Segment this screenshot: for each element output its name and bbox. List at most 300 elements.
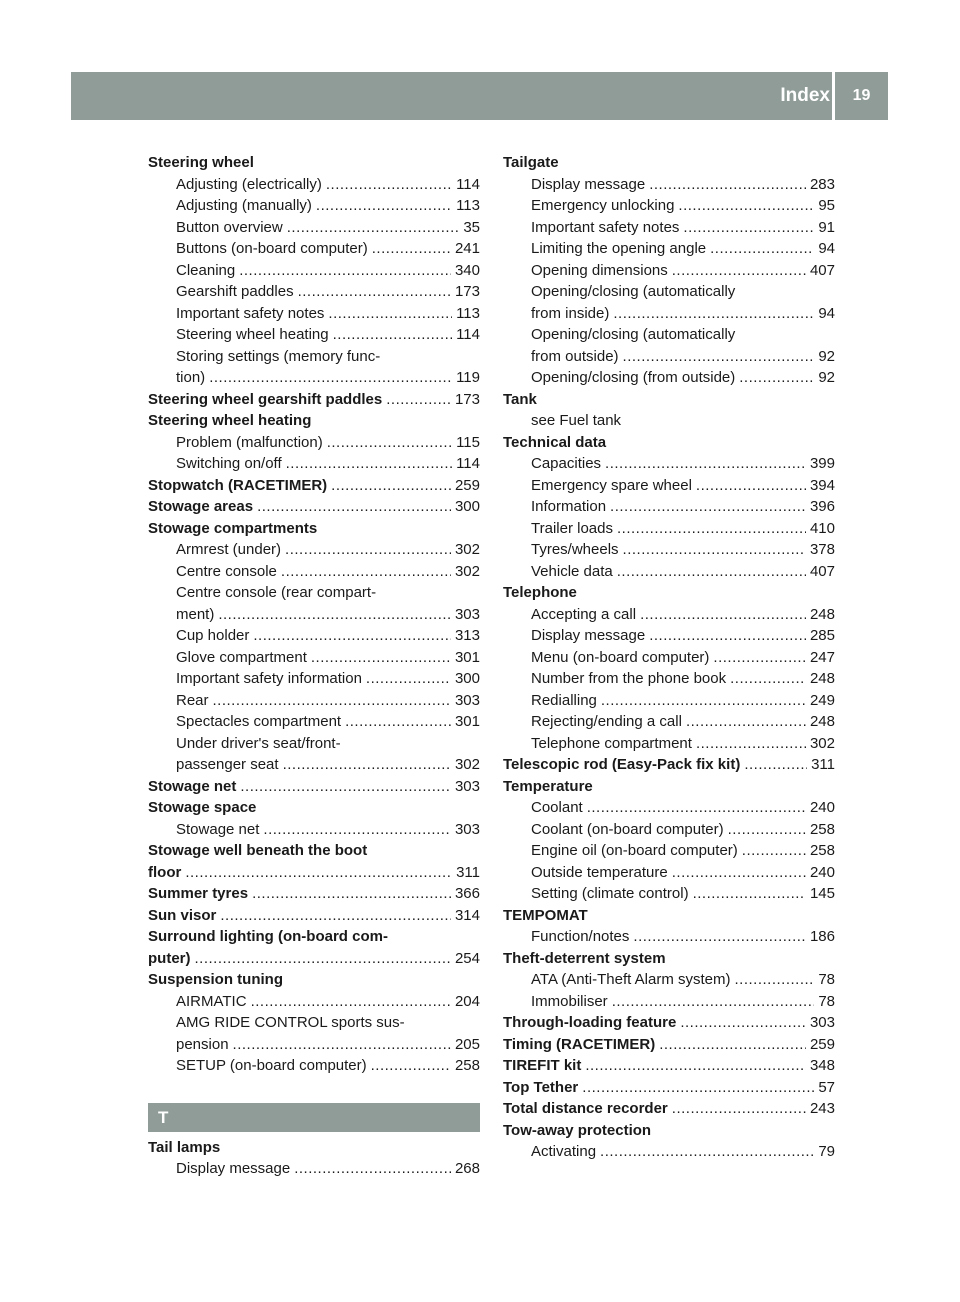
page-reference[interactable]: 366 — [454, 885, 480, 902]
entry-text: Opening/closing (automatically — [531, 283, 736, 300]
entry-text: Tow-away protection — [503, 1121, 652, 1139]
dot-leader — [633, 926, 806, 948]
dot-leader — [311, 647, 451, 669]
dot-leader — [233, 1034, 451, 1056]
dot-leader — [623, 539, 806, 561]
dot-leader — [678, 195, 814, 217]
page-reference[interactable]: 248 — [809, 713, 835, 730]
page-reference[interactable]: 114 — [456, 326, 480, 343]
page-reference[interactable]: 243 — [809, 1100, 835, 1117]
index-subentry[interactable] — [503, 1141, 835, 1163]
dot-leader — [294, 1158, 451, 1180]
page-reference[interactable]: 378 — [809, 541, 835, 558]
index-subentry[interactable] — [148, 819, 480, 841]
entry-text: ment) — [176, 605, 215, 623]
index-entry — [503, 905, 835, 927]
entry-text: Telescopic rod (Easy-Pack fix kit) — [503, 756, 741, 773]
index-subentry[interactable] — [503, 733, 835, 755]
dot-leader — [298, 281, 451, 303]
dot-leader — [680, 1012, 806, 1034]
entry-text: Switching on/off — [176, 455, 282, 472]
page-reference[interactable]: 145 — [809, 885, 835, 902]
index-subentry[interactable] — [148, 711, 480, 733]
entry-text: Adjusting (electrically) — [176, 175, 322, 193]
entry-text: Display message — [531, 175, 646, 193]
dot-leader — [326, 174, 452, 196]
entry-text: Trailer loads — [531, 519, 613, 537]
entry-text: Steering wheel gearshift paddles — [148, 390, 383, 408]
page-reference[interactable]: 399 — [809, 455, 835, 472]
index-entry[interactable] — [148, 496, 480, 518]
index-entry — [148, 1137, 480, 1159]
index-subentry[interactable] — [148, 1055, 480, 1077]
entry-text: AIRMATIC — [176, 992, 247, 1010]
entry-text: Temperature — [503, 777, 593, 795]
index-subentry[interactable] — [503, 303, 835, 325]
dot-leader — [672, 862, 806, 884]
index-entry — [503, 389, 835, 411]
index-entry — [503, 776, 835, 798]
index-entry — [503, 948, 835, 970]
index-subentry[interactable] — [148, 991, 480, 1013]
dot-leader — [640, 604, 806, 626]
dot-leader — [728, 819, 806, 841]
entry-text: Steering wheel heating — [148, 412, 312, 429]
index-subentry[interactable] — [148, 604, 480, 626]
entry-text: Sun visor — [148, 906, 217, 924]
index-subentry[interactable] — [503, 797, 835, 819]
entry-text: see Fuel tank — [531, 412, 622, 429]
index-subentry[interactable] — [503, 926, 835, 948]
dot-leader — [333, 324, 452, 346]
entry-text: Coolant (on-board computer) — [531, 820, 724, 838]
entry-text: Opening dimensions — [531, 261, 668, 279]
entry-text: Button overview — [176, 218, 283, 236]
index-subentry — [148, 1012, 480, 1034]
dot-leader — [600, 1141, 814, 1163]
entry-text: puter) — [148, 949, 191, 967]
entry-text: AMG RIDE CONTROL sports sus- — [176, 1014, 405, 1031]
index-entry[interactable] — [503, 1098, 835, 1120]
page-reference[interactable]: 300 — [454, 498, 480, 515]
index-subentry[interactable] — [148, 195, 480, 217]
entry-text: floor — [148, 863, 182, 881]
entry-text: Centre console — [176, 562, 277, 580]
entry-text: Suspension tuning — [148, 971, 283, 988]
page-reference[interactable]: 205 — [454, 1035, 480, 1053]
entry-text: Steering wheel — [148, 154, 254, 171]
dot-leader — [623, 346, 815, 368]
page-reference[interactable]: 114 — [456, 175, 480, 193]
index-subentry[interactable] — [148, 754, 480, 776]
index-subentry[interactable] — [503, 475, 835, 497]
page-reference[interactable]: 340 — [454, 261, 480, 279]
entry-text: Activating — [531, 1143, 597, 1160]
entry-text: Vehicle data — [531, 562, 613, 580]
entry-text: pension — [176, 1035, 229, 1053]
page-reference[interactable]: 79 — [818, 1143, 835, 1160]
dot-leader — [209, 367, 452, 389]
dot-leader — [649, 625, 806, 647]
page-reference[interactable]: 92 — [818, 347, 835, 365]
page-reference[interactable]: 394 — [809, 476, 835, 494]
index-subentry[interactable] — [148, 217, 480, 239]
page-reference[interactable]: 407 — [809, 562, 835, 580]
index-entry[interactable] — [148, 905, 480, 927]
dot-leader — [617, 518, 806, 540]
index-subentry — [503, 324, 835, 346]
index-subentry — [148, 733, 480, 755]
entry-text: Coolant — [531, 799, 583, 816]
page-reference[interactable]: 311 — [811, 756, 835, 773]
entry-text: Immobiliser — [531, 992, 608, 1010]
index-entry[interactable] — [503, 1012, 835, 1034]
entry-text: Opening/closing (from outside) — [531, 369, 736, 386]
page-reference[interactable]: 301 — [454, 713, 480, 730]
page-reference[interactable]: 173 — [454, 283, 480, 300]
entry-text: from outside) — [531, 347, 619, 365]
entry-text: Accepting a call — [531, 605, 637, 623]
dot-leader — [693, 883, 806, 905]
index-entry[interactable] — [148, 948, 480, 970]
index-subentry[interactable] — [503, 561, 835, 583]
entry-text: Engine oil (on-board computer) — [531, 842, 738, 859]
entry-text: Stowage areas — [148, 498, 254, 515]
dot-leader — [286, 453, 452, 475]
page-reference[interactable]: 204 — [454, 992, 480, 1010]
entry-text: TEMPOMAT — [503, 906, 588, 924]
entry-text: Redialling — [531, 691, 597, 709]
dot-leader — [672, 260, 806, 282]
index-subentry[interactable] — [503, 217, 835, 239]
dot-leader — [610, 496, 806, 518]
index-subentry[interactable] — [503, 453, 835, 475]
page-reference[interactable]: 248 — [809, 670, 835, 687]
dot-leader — [713, 647, 806, 669]
page-reference[interactable]: 258 — [809, 842, 835, 859]
index-entry — [148, 969, 480, 991]
entry-text: Important safety notes — [176, 304, 325, 322]
entry-text: Problem (malfunction) — [176, 433, 323, 451]
dot-leader — [617, 561, 806, 583]
entry-text: Stowage net — [148, 777, 237, 795]
dot-leader — [331, 475, 451, 497]
index-subentry[interactable] — [148, 324, 480, 346]
page-reference[interactable]: 57 — [818, 1078, 835, 1096]
page-reference[interactable]: 91 — [818, 218, 835, 236]
entry-text: Limiting the opening angle — [531, 240, 707, 257]
entry-text: Storing settings (memory func- — [176, 347, 381, 365]
entry-text: Stowage net — [176, 820, 260, 838]
dot-leader — [371, 1055, 451, 1077]
page-reference[interactable]: 248 — [809, 605, 835, 623]
index-subentry[interactable] — [148, 238, 480, 260]
page-reference[interactable]: 302 — [809, 734, 835, 752]
entry-text: Important safety notes — [531, 218, 680, 236]
page-reference[interactable]: 258 — [454, 1057, 480, 1074]
page-reference[interactable]: 303 — [454, 777, 480, 795]
page-reference[interactable]: 173 — [454, 390, 480, 408]
page-reference[interactable]: 240 — [809, 863, 835, 881]
dot-leader — [649, 174, 806, 196]
dot-leader — [366, 668, 451, 690]
entry-text: Telephone — [503, 584, 577, 601]
entry-text: Important safety information — [176, 670, 362, 687]
page-reference[interactable]: 285 — [809, 627, 835, 644]
dot-leader — [240, 776, 451, 798]
dot-leader — [613, 303, 814, 325]
entry-text: Centre console (rear compart- — [176, 584, 377, 601]
entry-text: Outside temperature — [531, 863, 668, 881]
dot-leader — [281, 561, 451, 583]
dot-leader — [582, 1077, 814, 1099]
index-subentry[interactable] — [503, 883, 835, 905]
dot-leader — [328, 303, 452, 325]
index-subentry[interactable] — [503, 668, 835, 690]
index-entry — [148, 797, 480, 819]
index-subentry[interactable] — [503, 604, 835, 626]
dot-leader — [195, 948, 451, 970]
index-subentry[interactable] — [148, 453, 480, 475]
index-subentry[interactable] — [503, 711, 835, 733]
page-reference[interactable]: 259 — [809, 1035, 835, 1053]
entry-text: Technical data — [503, 433, 607, 451]
index-entry[interactable] — [503, 1055, 835, 1077]
entry-text: Tail lamps — [148, 1138, 221, 1156]
entry-text: Buttons (on-board computer) — [176, 240, 368, 257]
entry-text: Glove compartment — [176, 648, 307, 666]
index-subentry — [503, 281, 835, 303]
index-subentry[interactable] — [503, 539, 835, 561]
dot-leader — [213, 690, 451, 712]
entry-text: Steering wheel heating — [176, 326, 329, 343]
page-reference[interactable]: 301 — [454, 648, 480, 666]
index-subentry[interactable] — [503, 862, 835, 884]
dot-leader — [696, 733, 806, 755]
entry-text: Tank — [503, 390, 537, 408]
index-subentry[interactable] — [148, 432, 480, 454]
page-reference[interactable]: 240 — [809, 799, 835, 816]
page-reference[interactable]: 94 — [818, 304, 835, 322]
page-reference[interactable]: 302 — [454, 562, 480, 580]
entry-text: Under driver's seat/front- — [176, 734, 341, 752]
entry-text: Tyres/wheels — [531, 541, 619, 558]
page-reference[interactable]: 249 — [809, 691, 835, 709]
page-reference[interactable]: 113 — [456, 197, 480, 214]
entry-text: Stowage well beneath the boot — [148, 842, 368, 859]
entry-text: Telephone compartment — [531, 734, 692, 752]
dot-leader — [585, 1055, 806, 1077]
index-subentry[interactable] — [503, 690, 835, 712]
index-subentry[interactable] — [503, 819, 835, 841]
dot-leader — [601, 690, 806, 712]
dot-leader — [696, 475, 806, 497]
entry-text: Stowage space — [148, 799, 257, 816]
page-reference[interactable]: 348 — [809, 1057, 835, 1074]
page-reference[interactable]: 247 — [809, 648, 835, 666]
index-subentry[interactable] — [148, 647, 480, 669]
index-subentry[interactable] — [148, 1034, 480, 1056]
page-reference[interactable]: 283 — [809, 175, 835, 193]
entry-text: Armrest (under) — [176, 541, 282, 558]
index-subentry[interactable] — [503, 647, 835, 669]
dot-leader — [263, 819, 451, 841]
entry-text: Opening/closing (automatically — [531, 326, 736, 343]
entry-text: Function/notes — [531, 928, 630, 945]
page-reference[interactable]: 95 — [818, 197, 835, 214]
entry-text: Stowage compartments — [148, 519, 318, 537]
index-column-left — [148, 152, 480, 1180]
entry-text: Timing (RACETIMER) — [503, 1035, 656, 1053]
entry-text: Display message — [176, 1160, 291, 1177]
page-reference[interactable]: 303 — [454, 605, 480, 623]
index-subentry[interactable] — [148, 690, 480, 712]
index-subentry[interactable] — [503, 174, 835, 196]
index-entry[interactable] — [148, 883, 480, 905]
dot-leader — [327, 432, 452, 454]
index-entry[interactable] — [503, 754, 835, 776]
index-entry[interactable] — [148, 475, 480, 497]
index-entry[interactable] — [503, 1077, 835, 1099]
index-subentry[interactable] — [148, 303, 480, 325]
page-reference[interactable]: 259 — [454, 476, 480, 494]
entry-text: Surround lighting (on-board com- — [148, 928, 388, 945]
index-subentry[interactable] — [503, 195, 835, 217]
index-subentry[interactable] — [148, 539, 480, 561]
entry-text: SETUP (on-board computer) — [176, 1057, 367, 1074]
index-subentry[interactable] — [503, 367, 835, 389]
dot-leader — [218, 604, 451, 626]
page-reference[interactable]: 78 — [818, 992, 835, 1010]
page-reference[interactable]: 407 — [809, 261, 835, 279]
page-reference[interactable]: 300 — [454, 670, 480, 687]
page-reference[interactable]: 410 — [809, 519, 835, 537]
dot-leader — [710, 238, 814, 260]
index-subentry — [148, 582, 480, 604]
entry-text: Display message — [531, 627, 646, 644]
dot-leader — [605, 453, 806, 475]
index-entry[interactable] — [148, 776, 480, 798]
dot-leader — [287, 217, 460, 239]
page-reference[interactable]: 186 — [809, 928, 835, 945]
index-subentry — [148, 346, 480, 368]
index-entry — [148, 410, 480, 432]
dot-leader — [220, 905, 451, 927]
page-reference[interactable]: 258 — [809, 820, 835, 838]
entry-text: Through-loading feature — [503, 1014, 677, 1031]
index-subentry[interactable] — [148, 174, 480, 196]
page-reference[interactable]: 115 — [456, 433, 480, 451]
dot-leader — [734, 969, 814, 991]
page-reference[interactable]: 241 — [454, 240, 480, 257]
dot-leader — [185, 862, 452, 884]
entry-text: Spectacles compartment — [176, 713, 342, 730]
entry-text: Summer tyres — [148, 885, 249, 902]
entry-text: Adjusting (manually) — [176, 197, 312, 214]
index-subentry[interactable] — [148, 625, 480, 647]
page-reference[interactable]: 268 — [454, 1160, 480, 1177]
entry-text: Tailgate — [503, 154, 559, 171]
dot-leader — [612, 991, 815, 1013]
index-entry — [148, 518, 480, 540]
dot-leader — [251, 991, 451, 1013]
index-subentry[interactable] — [503, 840, 835, 862]
index-subentry[interactable] — [503, 238, 835, 260]
dot-leader — [587, 797, 806, 819]
index-subentry[interactable] — [148, 281, 480, 303]
dot-leader — [739, 367, 814, 389]
index-subentry[interactable] — [148, 1158, 480, 1180]
index-subentry[interactable] — [503, 969, 835, 991]
index-subentry[interactable] — [503, 518, 835, 540]
page-reference[interactable]: 396 — [809, 498, 835, 515]
page-reference[interactable]: 303 — [454, 691, 480, 709]
dot-leader — [659, 1034, 806, 1056]
page-reference[interactable]: 113 — [456, 304, 480, 322]
page-reference[interactable]: 313 — [454, 627, 480, 644]
page-reference[interactable]: 303 — [454, 820, 480, 838]
index-subentry[interactable] — [148, 668, 480, 690]
page-reference[interactable]: 119 — [456, 369, 480, 386]
index-subentry[interactable] — [503, 346, 835, 368]
index-subentry[interactable] — [503, 496, 835, 518]
entry-text: Top Tether — [503, 1078, 579, 1096]
index-entry[interactable] — [148, 389, 480, 411]
page-number: 19 — [852, 87, 871, 104]
page-reference[interactable]: 92 — [818, 369, 835, 386]
dot-leader — [744, 754, 807, 776]
page-reference[interactable]: 35 — [463, 218, 480, 236]
dot-leader — [257, 496, 451, 518]
section-letter-bar: T — [148, 1103, 480, 1132]
page-reference[interactable]: 302 — [454, 541, 480, 558]
index-subentry[interactable] — [148, 367, 480, 389]
dot-leader — [372, 238, 451, 260]
entry-text: Total distance recorder — [503, 1100, 668, 1117]
page-reference[interactable]: 311 — [456, 863, 480, 881]
dot-leader — [345, 711, 451, 733]
index-entry[interactable] — [503, 1034, 835, 1056]
dot-leader — [686, 711, 806, 733]
index-subentry[interactable] — [503, 991, 835, 1013]
page-reference[interactable]: 94 — [818, 240, 835, 257]
entry-text: TIREFIT kit — [503, 1057, 582, 1074]
index-subentry[interactable] — [148, 561, 480, 583]
index-subentry[interactable] — [503, 625, 835, 647]
index-entry — [503, 432, 835, 454]
dot-leader — [239, 260, 451, 282]
entry-text: tion) — [176, 369, 206, 386]
dot-leader — [283, 754, 451, 776]
index-subentry[interactable] — [148, 260, 480, 282]
index-subentry[interactable] — [503, 260, 835, 282]
entry-text: Cup holder — [176, 627, 250, 644]
index-entry[interactable] — [148, 862, 480, 884]
entry-text: Emergency unlocking — [531, 197, 675, 214]
page-reference[interactable]: 114 — [456, 455, 480, 472]
page-reference[interactable]: 254 — [454, 949, 480, 967]
index-entry — [503, 152, 835, 174]
dot-leader — [285, 539, 451, 561]
dot-leader — [253, 625, 451, 647]
dot-leader — [683, 217, 814, 239]
page-reference[interactable]: 302 — [454, 756, 480, 773]
page-reference[interactable]: 314 — [454, 906, 480, 924]
index-entry — [148, 152, 480, 174]
page-reference[interactable]: 78 — [818, 971, 835, 988]
page-reference[interactable]: 303 — [809, 1014, 835, 1031]
entry-text: Gearshift paddles — [176, 283, 294, 300]
